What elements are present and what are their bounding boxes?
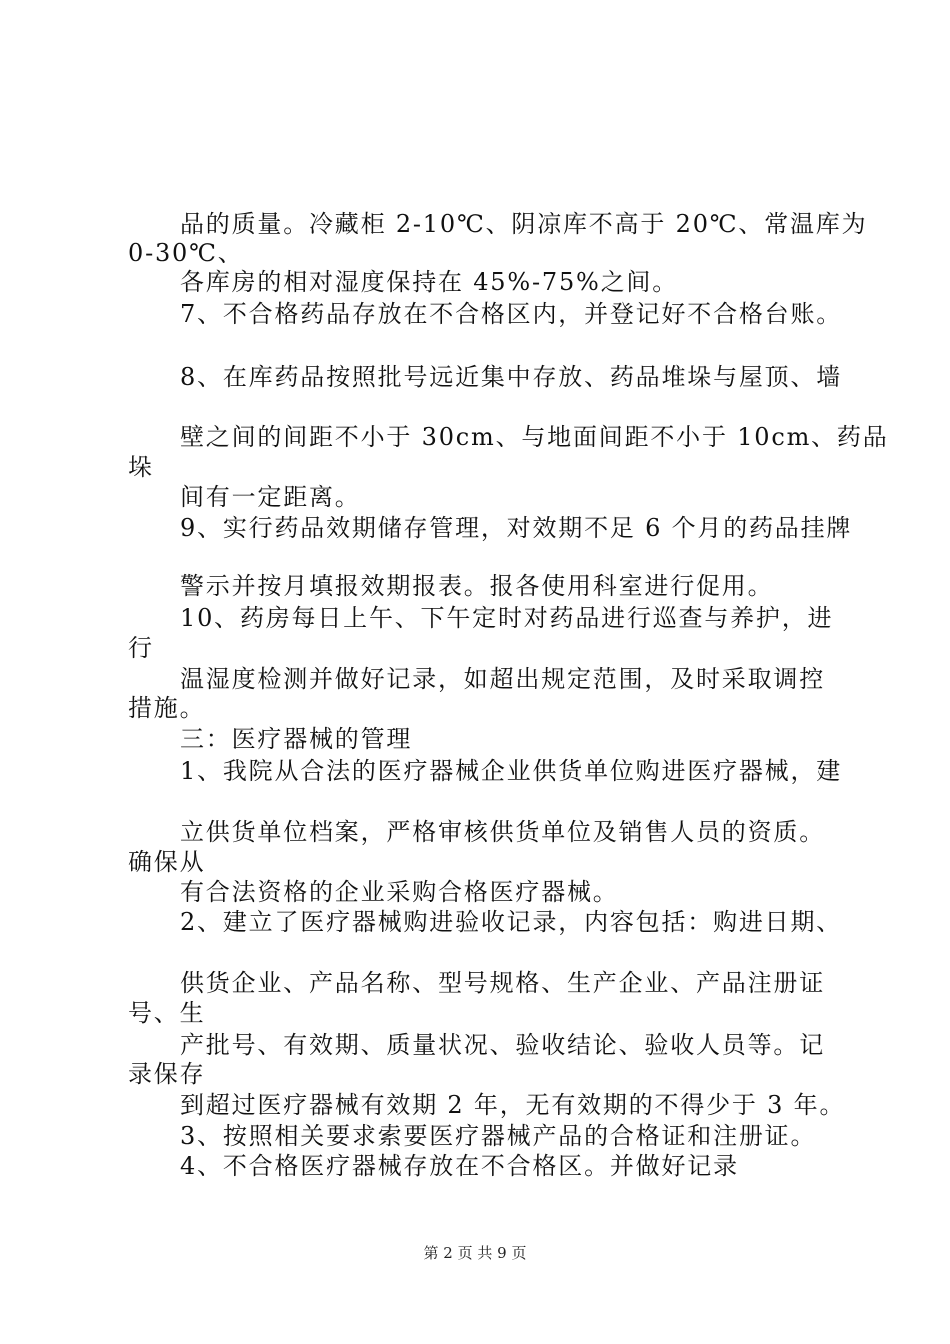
text-line: 2、建立了医疗器械购进验收记录，内容包括：购进日期、 xyxy=(180,908,843,936)
text-line: 立供货单位档案，严格审核供货单位及销售人员的资质。 xyxy=(180,818,825,846)
text-line: 9、实行药品效期储存管理，对效期不足 6 个月的药品挂牌 xyxy=(180,514,853,542)
text-line: 间有一定距离。 xyxy=(180,483,361,511)
text-line: 8、在库药品按照批号远近集中存放、药品堆垛与屋顶、墙 xyxy=(180,363,843,391)
text-line: 温湿度检测并做好记录，如超出规定范围，及时采取调控 xyxy=(180,665,825,693)
text-line: 供货企业、产品名称、型号规格、生产企业、产品注册证 xyxy=(180,969,825,997)
text-line: 7、不合格药品存放在不合格区内，并登记好不合格台账。 xyxy=(180,300,843,328)
text-line: 警示并按月填报效期报表。报各使用科室进行促用。 xyxy=(180,572,774,600)
text-line: 1、我院从合法的医疗器械企业供货单位购进医疗器械，建 xyxy=(180,757,843,785)
text-line: 0-30℃、 xyxy=(128,239,244,267)
text-line: 措施。 xyxy=(128,694,206,722)
text-line: 壁之间的间距不小于 30cm、与地面间距不小于 10cm、药品 xyxy=(180,423,889,451)
page-number-footer: 第 2 页 共 9 页 xyxy=(423,1244,527,1262)
text-line: 到超过医疗器械有效期 2 年，无有效期的不得少于 3 年。 xyxy=(180,1091,846,1119)
text-line: 录保存 xyxy=(128,1060,206,1088)
text-line: 号、生 xyxy=(128,999,206,1027)
text-line: 4、不合格医疗器械存放在不合格区。并做好记录 xyxy=(180,1152,739,1180)
text-line: 3、按照相关要求索要医疗器械产品的合格证和注册证。 xyxy=(180,1122,817,1150)
text-line: 行 xyxy=(128,634,154,662)
text-line: 产批号、有效期、质量状况、验收结论、验收人员等。记 xyxy=(180,1031,825,1059)
text-line: 品的质量。冷藏柜 2-10℃、阴凉库不高于 20℃、常温库为 xyxy=(180,210,868,238)
text-line: 确保从 xyxy=(128,848,206,876)
text-line: 垛 xyxy=(128,453,154,481)
text-line: 10、药房每日上午、下午定时对药品进行巡查与养护，进 xyxy=(180,604,834,632)
section-heading: 三：医疗器械的管理 xyxy=(180,725,413,753)
text-line: 有合法资格的企业采购合格医疗器械。 xyxy=(180,878,619,906)
text-line: 各库房的相对湿度保持在 45%-75%之间。 xyxy=(180,268,679,296)
